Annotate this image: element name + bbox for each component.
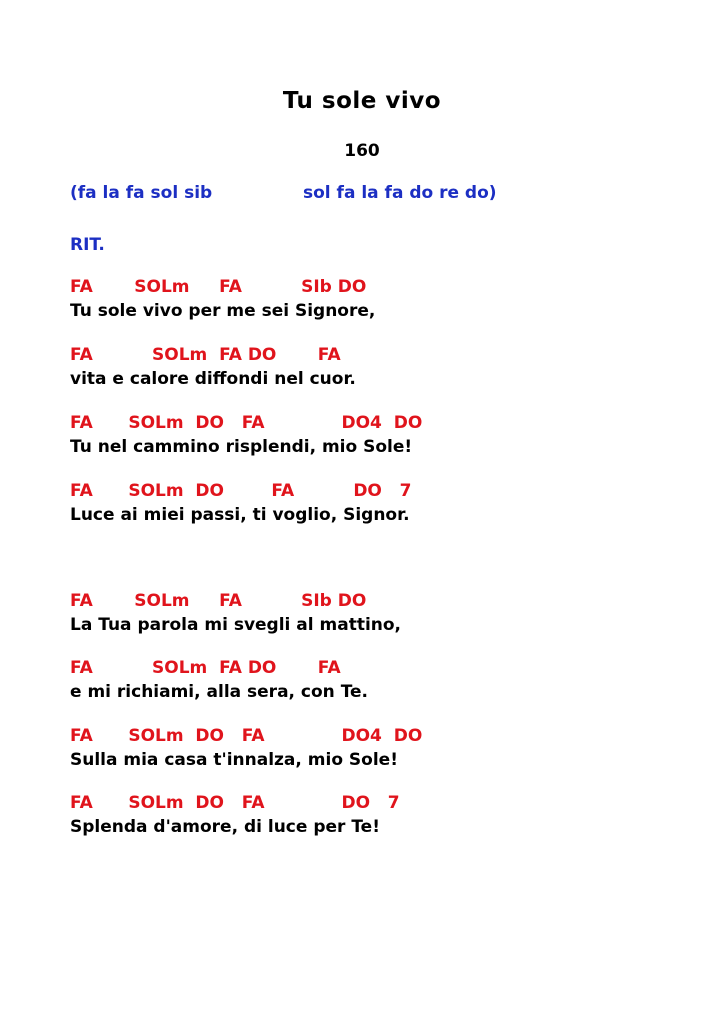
chord-line: FA SOLm DO FA DO4 DO: [70, 413, 423, 433]
chord-line: FA SOLm FA DO FA: [70, 658, 341, 678]
lyric-line: vita e calore diffondi nel cuor.: [70, 369, 356, 389]
intro-notes-right: sol fa la fa do re do): [303, 183, 497, 203]
lyric-line: Tu sole vivo per me sei Signore,: [70, 301, 376, 321]
lyric-line: Splenda d'amore, di luce per Te!: [70, 817, 380, 837]
chord-line: FA SOLm DO FA DO 7: [70, 793, 400, 813]
song-number: 160: [344, 141, 380, 161]
intro-notes-left: (fa la fa sol sib: [70, 183, 213, 203]
lyric-line: e mi richiami, alla sera, con Te.: [70, 682, 369, 702]
lyric-line: La Tua parola mi svegli al mattino,: [70, 615, 402, 635]
chord-line: FA SOLm FA DO FA: [70, 345, 341, 365]
song-title: Tu sole vivo: [282, 88, 442, 114]
chord-line: FA SOLm FA SIb DO: [70, 277, 367, 297]
lyric-line: Tu nel cammino risplendi, mio Sole!: [70, 437, 413, 457]
chord-line: FA SOLm DO FA DO4 DO: [70, 726, 423, 746]
lyric-line: Luce ai miei passi, ti voglio, Signor.: [70, 505, 410, 525]
lyric-line: Sulla mia casa t'innalza, mio Sole!: [70, 750, 398, 770]
chord-line: FA SOLm FA SIb DO: [70, 591, 367, 611]
chord-line: FA SOLm DO FA DO 7: [70, 481, 412, 501]
refrain-label: RIT.: [70, 235, 105, 255]
